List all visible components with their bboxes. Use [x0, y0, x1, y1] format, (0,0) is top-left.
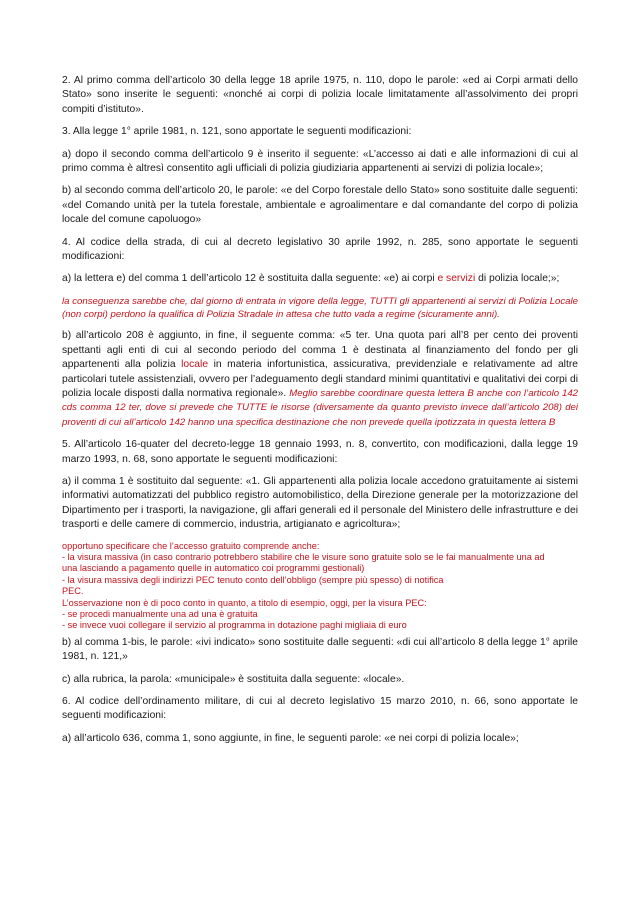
note-line: - se invece vuoi collegare il servizio al programma in dotazione paghi migliaia di euro: [62, 620, 407, 631]
paragraph-6: 6. Al codice dell’ordinamento militare, di cui al decreto legislativo 15 marzo 2010, n. 66, sono apportate le seguenti modificazioni:: [62, 696, 578, 722]
note-line: PEC.: [62, 586, 84, 597]
paragraph-4b-text: b) all’articolo 208 è aggiunto, in fine, il seguente comma: «5 ter. Una quota pari all’8 per cento dei proventi spettanti agli enti di cui al secondo periodo del comma 1 è destinata al finanziamento del fondo per gli appartenenti alla polizia: [62, 330, 578, 371]
red-word: locale: [181, 359, 209, 371]
comment-note-inline: Meglio sarebbe coordinare questa lettera B anche con l’articolo 142 cds comma 12 ter, dove si prevede che TUTTE le risorse (diversamente da quanto previsto invece dall’articolo 208) dei proventi di cui all’articolo 142 hanno una specifica destinazione che non prevede quella ipotizzata in questa lettera B: [62, 387, 578, 428]
comment-note-2: [62, 541, 578, 632]
paragraph-2: 2. Al primo comma dell’articolo 30 della legge 18 aprile 1975, n. 110, dopo le parole: «ed ai Corpi armati dello Stato» sono inserite le seguenti: «nonché ai corpi di polizia locale limitatamente all’assolvimento dei propri compiti d’istituto».: [62, 75, 578, 115]
paragraph-5c: c) alla rubrica, la parola: «municipale» è sostituita dalla seguente: «locale».: [62, 673, 405, 685]
paragraph-5a: a) il comma 1 è sostituito dal seguente: «1. Gli appartenenti alla polizia locale accedono gratuitamente ai sistemi informativi automatizzati del pubblico registro automobilistico, della Direzione generale per la motorizzazione del Dipartimento per i trasporti, la navigazione, gli affari generali ed il personale del Ministero delle infrastrutture e dei trasporti e delle camere di commercio, industria, artigianato e agricoltura»;: [62, 475, 578, 531]
paragraph-3a: a) dopo il secondo comma dell’articolo 9 è inserito il seguente: «L’accesso ai dati e alle informazioni di cui al primo comma è altresì consentito agli ufficiali di polizia giudiziaria appartenenti ai servizi di polizia locale»;: [62, 148, 578, 175]
paragraph-5b: b) al comma 1-bis, le parole: «ivi indicato» sono sostituite dalle seguenti: «di cui all’articolo 8 della legge 1° aprile 1981, n. 121,»: [62, 636, 578, 663]
note-line: opportuno specificare che l’accesso gratuito comprende anche:: [62, 540, 320, 551]
paragraph-3b: b) al secondo comma dell’articolo 20, le parole: «e del Corpo forestale dello Stato» sono sostituite dalle seguenti: «del Comando unità per la tutela forestale, ambientale e agroalimentare e dal comandante del corpo di polizia locale del comune capoluogo»: [62, 185, 578, 226]
paragraph-5: 5. All’articolo 16-quater del decreto-legge 18 gennaio 1993, n. 8, convertito, con modificazioni, dalla legge 19 marzo 1993, n. 68, sono apportate le seguenti modificazioni:: [62, 439, 578, 465]
red-insertion: e servizi: [437, 273, 476, 285]
paragraph-4a-text-end: di polizia locale;»;: [475, 273, 560, 285]
note-line: - se procedi manualmente una ad una è gratuita: [62, 609, 258, 619]
note-line: - la visura massiva (in caso contrario potrebbero stabilire che le visure sono gratuite solo se le fai manualmente una ad: [62, 551, 545, 562]
paragraph-4b: [62, 329, 578, 430]
note-line: L’osservazione non è di poco conto in quanto, a titolo di esempio, oggi, per la visura PEC:: [62, 597, 427, 608]
note-line: una lasciando a pagamento quelle in automatico coi programmi gestionali): [62, 563, 365, 574]
paragraph-6a: a) all’articolo 636, comma 1, sono aggiunte, in fine, le seguenti parole: «e nei corpi di polizia locale»;: [62, 732, 519, 744]
note-line: - la visura massiva degli indirizzi PEC tenuto conto dell’obbligo (sempre più spesso) di notifica: [62, 574, 444, 585]
document-body: [62, 74, 578, 754]
paragraph-3: 3. Alla legge 1° aprile 1981, n. 121, sono apportate le seguenti modificazioni:: [62, 126, 412, 138]
comment-note-1: la conseguenza sarebbe che, dal giorno di entrata in vigore della legge, TUTTI gli appartenenti ai servizi di Polizia Locale (non corpi) perdono la qualifica di Polizia Stradale in attesa che tutto vada a regime (sicuramente anni).: [62, 295, 578, 321]
paragraph-4a: [62, 272, 578, 286]
paragraph-4a-text: a) la lettera e) del comma 1 dell’articolo 12 è sostituita dalla seguente: «e) ai corpi: [62, 273, 438, 285]
paragraph-4: 4. Al codice della strada, di cui al decreto legislativo 30 aprile 1992, n. 285, sono apportate le seguenti modificazioni:: [62, 236, 578, 263]
paragraph-4b-text-cont: in materia infortunistica, assicurativa, previdenziale e relativamente ad altre particolari tutele assistenziali, ovvero per l’adeguamento degli standard minimi quantitativi e qualitativi dei corpi di polizia locale disposti dalla normativa regionale».: [62, 359, 578, 399]
